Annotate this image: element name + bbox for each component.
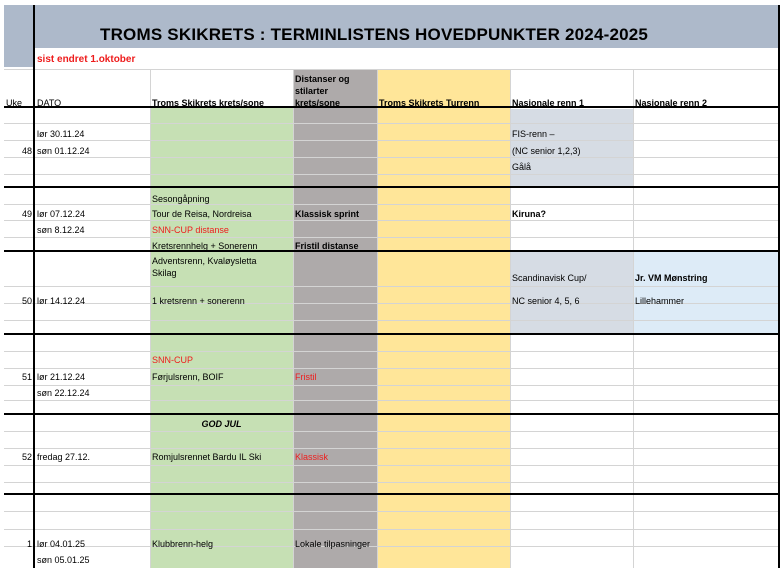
week-number: 50 (21, 296, 32, 306)
header-distanser-line1: Distanser og (295, 74, 350, 84)
date-cell: søn 8.12.24 (37, 225, 85, 235)
subtitle-cell (35, 48, 780, 67)
nasjonale1-cell: Gålå (512, 162, 532, 172)
nasjonale2-cell: Jr. VM Mønstring (635, 273, 708, 283)
week-number: 52 (21, 452, 32, 462)
nasjonale2-cell: Lillehammer (635, 296, 685, 306)
distanser-cell: Lokale tilpasninger (295, 539, 371, 549)
nasjonale1-cell: (NC senior 1,2,3) (512, 146, 581, 156)
date-cell: søn 01.12.24 (37, 146, 90, 156)
krets-cell: Sesongåpning (152, 194, 210, 204)
krets-cell: Tour de Reisa, Nordreisa (152, 209, 252, 219)
nasjonale1-cell: NC senior 4, 5, 6 (512, 296, 580, 306)
date-cell: søn 22.12.24 (37, 388, 90, 398)
date-cell: lør 04.01.25 (37, 539, 86, 549)
page-title: TROMS SKIKRETS : TERMINLISTENS HOVEDPUNKTER 2024-2025 (100, 25, 649, 44)
header-nasjonale1: Nasjonale renn 1 (512, 98, 585, 108)
week-number: 51 (21, 372, 32, 382)
krets-cell: Adventsrenn, Kvaløysletta (152, 256, 257, 266)
header-distanser-line3: krets/sone (295, 98, 341, 108)
date-cell: fredag 27.12. (37, 452, 91, 462)
week-number: 48 (21, 146, 32, 156)
distanser-cell: Fristil (295, 372, 317, 382)
date-cell: lør 21.12.24 (37, 372, 86, 382)
spreadsheet (4, 5, 780, 568)
krets-cell: 1 kretsrenn + sonerenn (152, 296, 245, 306)
krets-cell: Klubbrenn-helg (152, 539, 214, 549)
header-uke: Uke (6, 98, 23, 108)
nasjonale1-cell: Scandinavisk Cup/ (512, 273, 587, 283)
week-number: 49 (21, 209, 32, 219)
distanser-cell: Fristil distanse (295, 241, 359, 251)
krets-cell: Romjulsrennet Bardu IL Ski (152, 452, 262, 462)
last-modified-note: sist endret 1.oktober (37, 54, 136, 65)
header-dato: DATO (37, 98, 62, 108)
distanser-cell: Klassisk (295, 452, 329, 462)
distanser-cell: Klassisk sprint (295, 209, 360, 219)
week-number: 1 (26, 539, 32, 549)
nasjonale1-cell: Kiruna? (512, 209, 547, 219)
krets-cell: GOD JUL (201, 419, 242, 429)
date-cell: søn 05.01.25 (37, 555, 90, 565)
krets-cell: Førjulsrenn, BOIF (152, 372, 224, 382)
date-cell: lør 07.12.24 (37, 209, 86, 219)
krets-cell: SNN-CUP (152, 355, 194, 365)
date-cell: lør 30.11.24 (37, 129, 85, 139)
krets-cell: Skilag (152, 268, 177, 278)
header-distanser-line2: stilarter (295, 86, 329, 96)
nasjonale1-cell: FIS-renn – (512, 129, 555, 139)
krets-cell: Kretsrennhelg + Sonerenn (152, 241, 258, 251)
date-cell: lør 14.12.24 (37, 296, 86, 306)
header-krets: Troms Skikrets krets/sone (152, 98, 265, 108)
krets-cell: SNN-CUP distanse (152, 225, 229, 235)
header-nasjonale2: Nasjonale renn 2 (635, 98, 708, 108)
header-turrenn: Troms Skikrets Turrenn (379, 98, 480, 108)
